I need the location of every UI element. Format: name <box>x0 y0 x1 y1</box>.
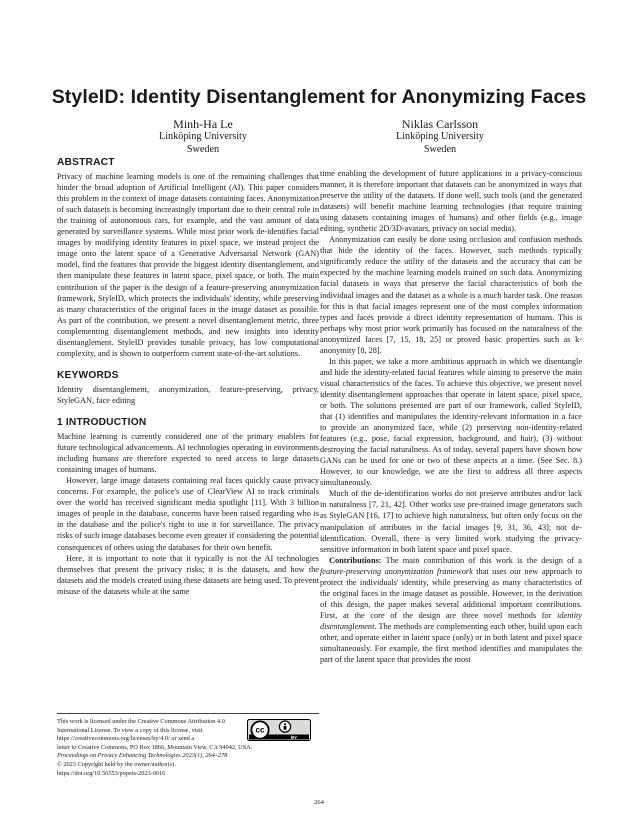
cc-by-license-icon[interactable] <box>247 719 311 741</box>
keywords-heading: KEYWORDS <box>57 369 119 381</box>
intro-paragraph: Anonymization can easily be done using occlusion and confusion methods that hide the identity of the faces. However, such methods typically significantly reduce the utility of the datasets and the accuracy that can be expected by the machine learning models trained on such data. Anonymizing facial datasets in ways that preserve the facial characteristics of both the individual images and the dataset as a whole is a much harder task. One reason for this is that facial images represent one of the most complex information types and faces provide a direct identity representation of humans. This is perhaps why most prior work primarily has focused on the naturalness of the anonymized faces [7, 15, 18, 25] or proved basic properties such as k-anonymity [8, 28]. <box>320 235 582 355</box>
author-affiliation: Linköping University <box>158 131 247 142</box>
intro-paragraph: However, large image datasets containing real faces quickly cause privacy concerns. For example, the police's use of ClearView AI to track criminals over the world has received significant media spotlight [11]. With 3 billion images of people in the database, concerns have been raised regarding who is in the database and the police's right to use it for surveillance. The privacy risks of such image databases become even greater if considering the potential consequences of others using the databases for their own benefit. <box>57 476 319 552</box>
page-number: 264 <box>314 799 324 806</box>
contributions-text: . The methods are complementing each other, build upon each other, and operate either in latent space (only) or in both latent and pixel space simultaneously. For example, the first method identifies and manipulates the part of the latent space that provides the most <box>320 621 582 665</box>
intro-paragraph: In this paper, we take a more ambitious approach in which we disentangle and hide the identity-related facial features while aiming to preserve the main visual characteristics of the faces. To achieve this objective, we present novel identity disentanglement approaches that operate in latent space, pixel space, or both. The solutions presented are part of our framework, called StyleID, that (1) identifies and manipulates the identity-relevant information in a face to provide an anonymized face, while (2) preserving non-identity-related features (e.g., pose, facial expression, background, and hair), (3) without destroying the facial naturalness. As of today, several papers have shown how GANs can be used for one or two of these aspects at a time. (See Sec. 8.) However, to our knowledge, we are the first to address all three aspects simultaneously. <box>320 356 582 488</box>
contributions-label: Contributions: <box>329 555 382 565</box>
paper-title: StyleID: Identity Disentanglement for Anonymizing Faces <box>51 86 587 108</box>
intro-paragraph: Much of the de-identification works do not preserve attributes and/or lack in naturalness [7, 21, 42]. Other works use pre-trained image generators such as StyleGAN [16, 17] to achieve high naturalness, but often only focus on the manipulation of attributes in the facial images [9, 31, 36, 43]; not de-identification. Overall, there is very limited work studying the privacy-sensitive information in both latent space and pixel space. <box>320 489 582 554</box>
author-name: Minh-Ha Le <box>173 117 233 131</box>
license-address: letter to Creative Commons, PO Box 1866, Mountain View, CA 94042, USA. <box>57 743 253 751</box>
author-affiliation: Linköping University <box>395 131 484 142</box>
intro-paragraph: Machine learning is currently considered one of the primary enablers for future technological advancements. AI technologies operating in environments including humans are therefore expected to need access to large datasets containing images of humans. <box>57 432 319 475</box>
license-text: This work is licensed under the Creative Commons Attribution 4.0 International License. To view a copy of this license, visit https://creativecommons.org/licenses/by/4.0/ or send a <box>57 718 225 743</box>
right-column <box>320 168 582 665</box>
author-name: Niklas Carlsson <box>401 117 479 131</box>
contributions-text: The main contribution of this work is the design of a <box>381 555 582 565</box>
author-block-1 <box>103 117 303 156</box>
proceedings-line <box>57 752 319 761</box>
contributions-emphasis: feature-preserving anonymization framework <box>320 566 473 576</box>
cc-icon-label: cc <box>255 725 265 735</box>
by-label: BY <box>290 735 298 740</box>
intro-paragraph: Here, it is important to note that it typically is not the AI technologies themselves that present the privacy risks; it is the datasets, and how the datasets and the models created using these datasets are being used. To prevent misuse of the datasets while at the same <box>57 553 319 596</box>
intro-paragraph: time enabling the development of future applications in a privacy-conscious manner, it is therefore important that datasets can be anonymized in ways that preserve the utility of the datasets. If done well, such tools (and the generated datasets) will benefit machine learning technologies (that require training using datasets containing images of humans) and other fields (e.g., image editing, synthetic 2D/3D-avatars, privacy on social media). <box>320 169 582 234</box>
abstract-heading: ABSTRACT <box>57 157 115 168</box>
copyright-line: © 2023 Copyright held by the owner/author(s). <box>57 760 176 768</box>
author-block-2 <box>340 117 540 156</box>
doi-link[interactable]: https://doi.org/10.56553/popets-2023-0016 <box>57 769 166 777</box>
left-column <box>57 157 319 597</box>
abstract-text: Privacy of machine learning models is one of the remaining challenges that hinder the broad adoption of Artificial Intelligent (AI). This paper considers this problem in the context of image datasets containing faces. Anonymization of such datasets is becoming increasingly important due to their central role in the training of autonomous cars, for example, and the vast amount of data generated by surveillance systems. While most prior work de-identifies facial images by modifying identity features in pixel space, we instead project the image onto the latent space of a Generative Adversarial Network (GAN) model, find the features that provide the biggest identity disentanglement, and then manipulate these features in latent space, pixel space, or both. The main contribution of the paper is the design of a feature-preserving anonymization framework, StyleID, which protects the individuals' identity, while preserving as many characteristics of the original faces in the image dataset as possible. As part of the contribution, we present a novel disentanglement metric, three complementing disentanglement methods, and new insights into identity disentanglement. StyleID provides tunable privacy, has low computational complexity, and is shown to outperform current state-of-the-art solutions. <box>57 172 319 358</box>
contributions-emphasis: identity disentanglement <box>320 610 582 631</box>
proceedings-text: Proceedings on Privacy Enhancing Technologies 2023(1), 264–278 <box>57 752 228 760</box>
author-country: Sweden <box>186 143 220 155</box>
keywords-text: Identity disentanglement, anonymization, feature-preserving, privacy, StyleGAN, face editing <box>57 384 319 405</box>
contributions-paragraph <box>320 555 582 665</box>
author-country: Sweden <box>423 143 457 155</box>
contributions-text: that uses our new approach to protect the individuals' identity, while preserving as many characteristics of the original faces in the image dataset as possible. However, in the derivation of this design, the paper makes several additional important contributions. First, at the core of the design are three novel methods for <box>320 566 582 620</box>
introduction-heading: 1 INTRODUCTION <box>57 416 147 428</box>
license-footnote <box>57 713 319 778</box>
